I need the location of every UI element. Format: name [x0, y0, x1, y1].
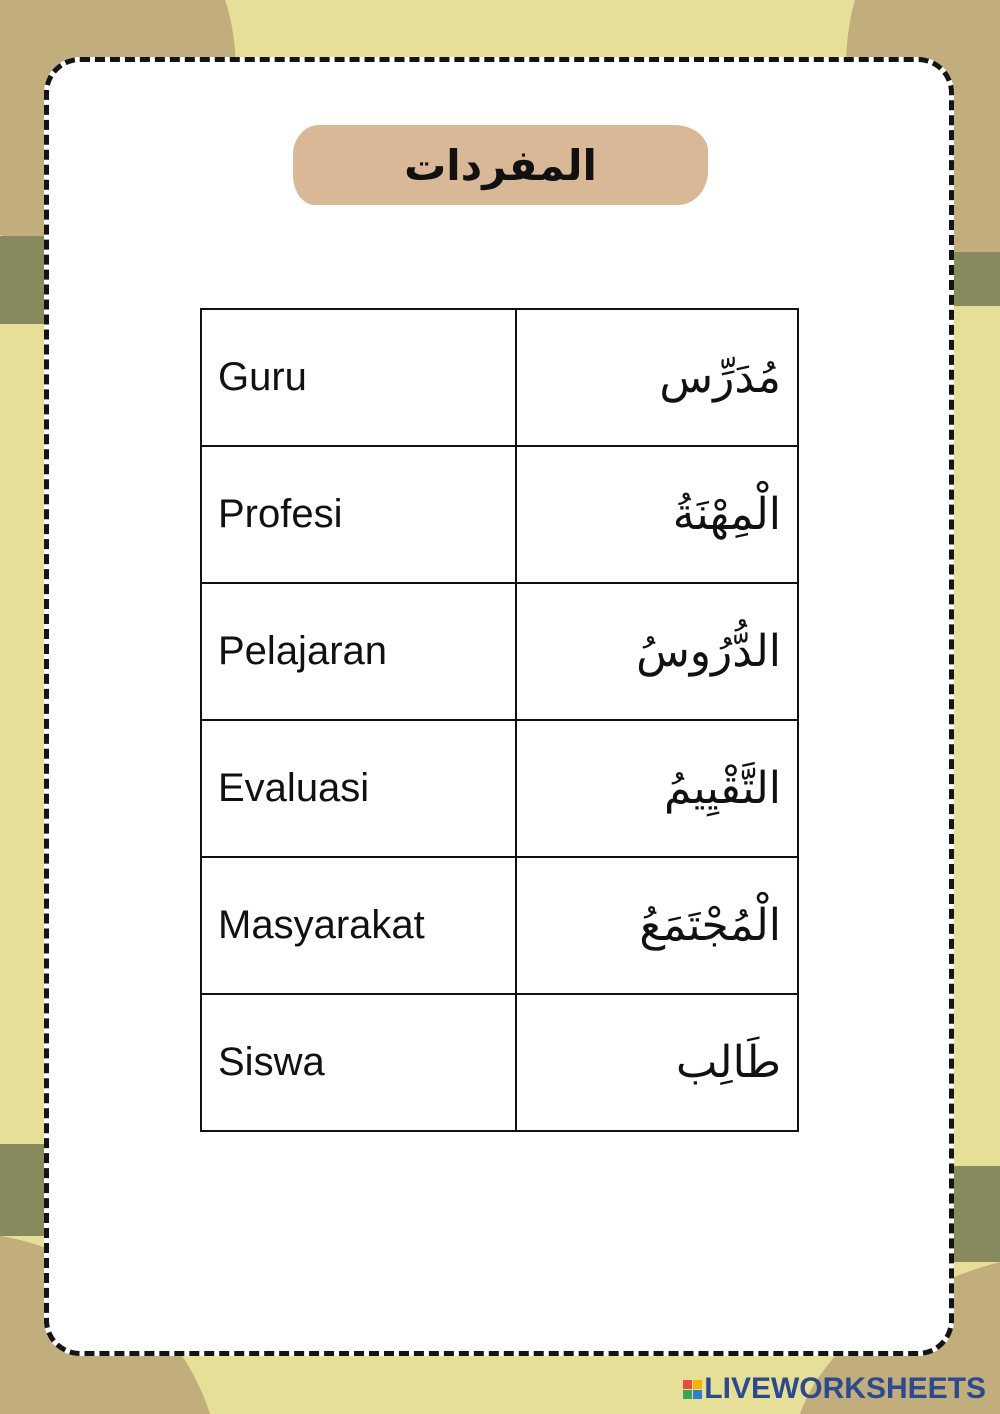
arabic-word: التَّقْيِيمُ — [516, 720, 798, 857]
vocabulary-table — [200, 308, 799, 1132]
indonesian-word: Guru — [201, 309, 516, 446]
page-title: المفردات — [404, 140, 597, 190]
indonesian-word: Pelajaran — [201, 583, 516, 720]
liveworksheets-logo[interactable] — [683, 1372, 986, 1406]
table-row — [201, 446, 798, 583]
title-banner — [293, 125, 708, 205]
table-row — [201, 857, 798, 994]
table-row — [201, 583, 798, 720]
table-row — [201, 720, 798, 857]
indonesian-word: Evaluasi — [201, 720, 516, 857]
arabic-word: الدُّرُوسُ — [516, 583, 798, 720]
table-row — [201, 309, 798, 446]
brand-name: LIVEWORKSHEETS — [704, 1372, 986, 1405]
indonesian-word: Masyarakat — [201, 857, 516, 994]
arabic-word: الْمُجْتَمَعُ — [516, 857, 798, 994]
arabic-word: طَالِب — [516, 994, 798, 1131]
table-row — [201, 994, 798, 1131]
indonesian-word: Profesi — [201, 446, 516, 583]
logo-grid-icon — [683, 1380, 702, 1399]
indonesian-word: Siswa — [201, 994, 516, 1131]
arabic-word: الْمِهْنَةُ — [516, 446, 798, 583]
arabic-word: مُدَرِّس — [516, 309, 798, 446]
